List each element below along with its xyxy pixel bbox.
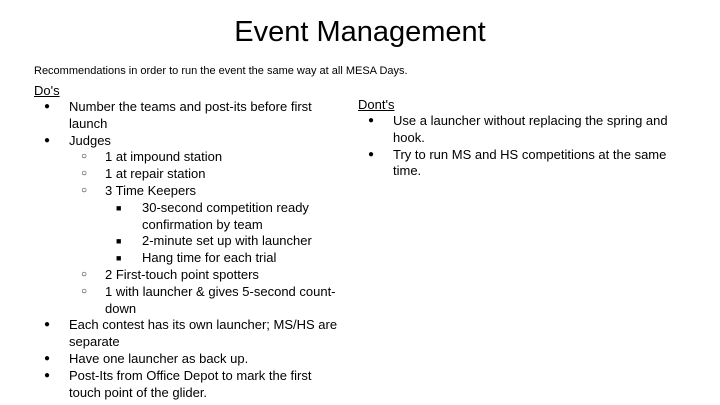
bullet-disc-icon: ●	[44, 369, 51, 381]
list-item	[34, 166, 339, 183]
list-item-text: Number the teams and post-its before first launch	[69, 99, 312, 131]
list-item	[34, 317, 339, 351]
bullet-square-icon: ■	[116, 202, 122, 213]
list-item	[34, 351, 339, 368]
list-item-text: 1 with launcher & gives 5-second count-down	[105, 283, 336, 316]
bullet-square-icon: ■	[116, 253, 122, 264]
list-item-text: Judges	[69, 132, 111, 148]
list-item-text: 2-minute set up with launcher	[142, 233, 312, 249]
bullet-circle-icon: ○	[81, 184, 88, 196]
bullet-circle-icon: ○	[81, 151, 88, 163]
bullet-disc-icon: ●	[44, 134, 51, 146]
list-item-text: Try to run MS and HS competitions at the same time.	[393, 146, 667, 179]
list-item-text: 30-second competition ready confirmation by team	[142, 199, 309, 232]
dos-list	[34, 99, 339, 401]
bullet-disc-icon: ●	[44, 319, 51, 331]
list-item	[34, 99, 339, 133]
list-item-text: Each contest has its own launcher; MS/HS are separate	[69, 317, 338, 350]
bullet-disc-icon: ●	[368, 148, 375, 160]
list-item	[34, 183, 339, 200]
list-item	[34, 284, 339, 318]
list-item-text: Hang time for each trial	[142, 250, 277, 266]
list-item-text: Post-Its from Office Depot to mark the first touch point of the glider.	[69, 367, 312, 400]
list-item-text: Use a launcher without replacing the spring and hook.	[393, 113, 668, 145]
slide-title: Event Management	[234, 16, 486, 48]
bullet-disc-icon: ●	[44, 352, 51, 364]
bullet-circle-icon: ○	[81, 168, 88, 180]
donts-heading: Dont's	[358, 97, 395, 112]
list-item	[358, 147, 668, 181]
list-item-text: 1 at repair station	[105, 166, 206, 182]
list-item	[34, 149, 339, 166]
bullet-circle-icon: ○	[81, 285, 88, 297]
slide-subtitle: Recommendations in order to run the event the same way at all MESA Days.	[34, 65, 408, 77]
bullet-disc-icon: ●	[44, 101, 51, 112]
list-item	[34, 133, 339, 150]
list-item	[358, 113, 668, 147]
dos-heading: Do's	[34, 83, 60, 98]
bullet-circle-icon: ○	[81, 268, 88, 280]
list-item	[34, 267, 339, 284]
list-item	[34, 250, 339, 267]
list-item	[34, 368, 339, 402]
list-item-text: Have one launcher as back up.	[69, 350, 249, 366]
list-item-text: 3 Time Keepers	[105, 182, 197, 198]
donts-list	[358, 113, 668, 180]
list-item	[34, 233, 339, 250]
bullet-disc-icon: ●	[368, 115, 375, 126]
list-item	[34, 200, 339, 234]
list-item-text: 2 First-touch point spotters	[105, 266, 259, 282]
bullet-square-icon: ■	[116, 236, 122, 247]
list-item-text: 1 at impound station	[105, 149, 223, 165]
